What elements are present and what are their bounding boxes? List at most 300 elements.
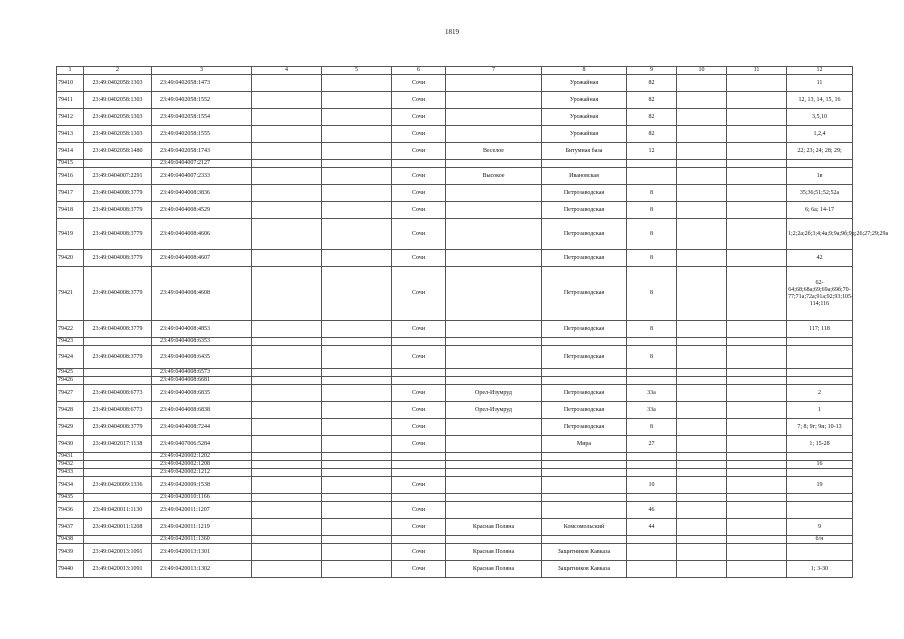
table-cell-col-11 (727, 419, 787, 436)
table-cell-col-10 (677, 494, 727, 502)
header-cell: 3 (152, 67, 252, 75)
table-row (57, 519, 853, 536)
table-cell-col-7 (446, 461, 542, 469)
table-cell-col-7 (446, 469, 542, 477)
table-cell-col-1: 79417 (57, 185, 84, 202)
table-cell-col-4 (252, 126, 322, 143)
table-body (57, 67, 889, 578)
table-cell-col-9: 46 (627, 502, 677, 519)
table-row (57, 461, 853, 469)
table-row (57, 267, 853, 321)
table-cell-col-2 (84, 369, 152, 377)
table-cell-col-9: 8 (627, 419, 677, 436)
table-cell-col-9 (627, 469, 677, 477)
table-cell-col-1: 79439 (57, 544, 84, 561)
table-cell-col-10 (677, 502, 727, 519)
table-cell-col-9: 8 (627, 321, 677, 338)
table-cell-col-5 (322, 338, 392, 346)
header-row (57, 67, 853, 75)
table-cell-col-12: 42 (787, 250, 853, 267)
table-cell-col-12 (787, 544, 853, 561)
header-cell: 12 (787, 67, 853, 75)
table-cell-col-4 (252, 168, 322, 185)
table-cell-col-6: Сочи (392, 185, 446, 202)
table-cell-col-1: 79431 (57, 453, 84, 461)
table-cell-col-8: Петрозаводская (542, 202, 627, 219)
table-cell-col-3: 23:49:0404008:6681 (152, 377, 252, 385)
table-cell-col-1: 79421 (57, 267, 84, 321)
table-cell-col-4 (252, 461, 322, 469)
table-cell-col-1: 79438 (57, 536, 84, 544)
table-cell-col-8: Урожайная (542, 109, 627, 126)
table-cell-col-10 (677, 338, 727, 346)
table-cell-col-5 (322, 321, 392, 338)
table-cell-col-9: 82 (627, 109, 677, 126)
table-cell-col-6: Сочи (392, 168, 446, 185)
table-cell-col-5 (322, 477, 392, 494)
table-cell-col-7 (446, 436, 542, 453)
table-cell-col-6 (392, 160, 446, 168)
table-cell-col-10 (677, 109, 727, 126)
table-cell-col-11 (727, 519, 787, 536)
table-cell-col-5 (322, 126, 392, 143)
table-cell-col-11 (727, 160, 787, 168)
table-cell-col-4 (252, 219, 322, 250)
table-cell-col-9: 27 (627, 436, 677, 453)
table-cell-col-8 (542, 461, 627, 469)
table-cell-col-2: 23:49:0404008:6773 (84, 402, 152, 419)
table-cell-col-2: 23:49:0420009:1336 (84, 477, 152, 494)
table-cell-col-5 (322, 168, 392, 185)
table-cell-col-1: 79419 (57, 219, 84, 250)
table-cell-col-9: 12 (627, 143, 677, 160)
table-cell-col-4 (252, 453, 322, 461)
table-cell-col-11 (727, 494, 787, 502)
table-row (57, 385, 853, 402)
table-cell-col-6: Сочи (392, 92, 446, 109)
table-cell-col-11 (727, 436, 787, 453)
table-cell-col-12: 117; 118 (787, 321, 853, 338)
table-cell-col-2: 23:49:0420011:1130 (84, 502, 152, 519)
table-cell-col-7 (446, 109, 542, 126)
table-cell-col-7 (446, 419, 542, 436)
table-cell-col-10 (677, 436, 727, 453)
table-cell-col-6 (392, 461, 446, 469)
table-cell-col-4 (252, 377, 322, 385)
table-row (57, 126, 853, 143)
table-cell-col-11 (727, 469, 787, 477)
table-cell-col-5 (322, 419, 392, 436)
table-cell-col-2: 23:49:0402058:1480 (84, 143, 152, 160)
table-cell-col-11 (727, 544, 787, 561)
table-cell-col-4 (252, 469, 322, 477)
table-cell-col-1: 79427 (57, 385, 84, 402)
table-cell-col-8: Петрозаводская (542, 250, 627, 267)
table-cell-col-1: 79410 (57, 75, 84, 92)
table-cell-col-1: 79436 (57, 502, 84, 519)
table-cell-col-8: Петрозаводская (542, 346, 627, 369)
table-cell-col-8 (542, 536, 627, 544)
page-number: 1819 (445, 28, 459, 36)
table-cell-col-7 (446, 202, 542, 219)
table-row (57, 502, 853, 519)
table-cell-col-6: Сочи (392, 402, 446, 419)
table-row (57, 494, 853, 502)
table-cell-col-5 (322, 160, 392, 168)
table-cell-col-7: Орел-Изумруд (446, 402, 542, 419)
table-cell-col-9 (627, 453, 677, 461)
table-cell-col-5 (322, 561, 392, 578)
table-cell-col-9 (627, 494, 677, 502)
table-cell-col-1: 79420 (57, 250, 84, 267)
table-cell-col-7 (446, 369, 542, 377)
table-cell-col-11 (727, 338, 787, 346)
table-cell-col-7 (446, 250, 542, 267)
table-cell-col-4 (252, 477, 322, 494)
table-cell-col-8: Петрозаводская (542, 321, 627, 338)
table-cell-col-5 (322, 453, 392, 461)
table-cell-col-4 (252, 419, 322, 436)
table-cell-col-5 (322, 202, 392, 219)
table-row (57, 436, 853, 453)
table-cell-col-6 (392, 338, 446, 346)
table-cell-col-3: 23:49:0404008:6573 (152, 369, 252, 377)
table-cell-col-12: 1в (787, 168, 853, 185)
table-cell-col-5 (322, 536, 392, 544)
table-cell-col-2: 23:49:0404007:2291 (84, 168, 152, 185)
header-cell: 7 (446, 67, 542, 75)
table-row (57, 92, 853, 109)
table-cell-col-9: 8 (627, 185, 677, 202)
table-cell-col-2: 23:49:0402058:1303 (84, 109, 152, 126)
table-cell-col-7 (446, 477, 542, 494)
table-cell-col-9: 82 (627, 126, 677, 143)
table-cell-col-7: Высокое (446, 168, 542, 185)
table-cell-col-2 (84, 377, 152, 385)
table-cell-col-12: 19 (787, 477, 853, 494)
table-cell-col-11 (727, 477, 787, 494)
table-cell-col-8: Защитников Кавказа (542, 561, 627, 578)
table-cell-col-1: 79412 (57, 109, 84, 126)
table-cell-col-12: 7; 8; 9г; 9и; 10-13 (787, 419, 853, 436)
table-cell-col-3: 23:49:0404008:4606 (152, 219, 252, 250)
table-cell-col-12 (787, 338, 853, 346)
table-cell-col-8 (542, 477, 627, 494)
table-cell-col-3: 23:49:0404008:4853 (152, 321, 252, 338)
table-cell-col-2 (84, 453, 152, 461)
table-cell-col-12 (787, 494, 853, 502)
table-cell-col-11 (727, 219, 787, 250)
table-cell-col-1: 79416 (57, 168, 84, 185)
table-cell-col-3: 23:49:0404008:6435 (152, 346, 252, 369)
table-cell-col-9 (627, 168, 677, 185)
table-cell-col-8: Защитников Кавказа (542, 544, 627, 561)
table-cell-col-7 (446, 536, 542, 544)
table-cell-col-5 (322, 469, 392, 477)
table-cell-col-9: 44 (627, 519, 677, 536)
table-cell-col-1: 79414 (57, 143, 84, 160)
table-row (57, 469, 853, 477)
table-cell-col-11 (727, 202, 787, 219)
table-cell-col-8: Мира (542, 436, 627, 453)
table-cell-col-12: 16 (787, 461, 853, 469)
table-cell-col-8: Петрозаводская (542, 185, 627, 202)
table-cell-col-3: 23:49:0404008:6838 (152, 402, 252, 419)
table-cell-col-2: 23:49:0402058:1303 (84, 126, 152, 143)
table-cell-col-8 (542, 494, 627, 502)
table-cell-col-2 (84, 494, 152, 502)
table-cell-col-7 (446, 75, 542, 92)
table-cell-col-3: 23:49:0404008:7244 (152, 419, 252, 436)
table-cell-col-10 (677, 519, 727, 536)
table-cell-col-10 (677, 469, 727, 477)
table-cell-col-8: Урожайная (542, 126, 627, 143)
table-cell-col-10 (677, 219, 727, 250)
table-cell-col-12: 6; 6а; 14-17 (787, 202, 853, 219)
table-cell-col-4 (252, 544, 322, 561)
table-cell-col-9 (627, 544, 677, 561)
table-cell-col-1: 79423 (57, 338, 84, 346)
table-cell-col-4 (252, 346, 322, 369)
table-cell-col-9: 10 (627, 477, 677, 494)
table-cell-col-1: 79411 (57, 92, 84, 109)
table-cell-col-7: Орел-Изумруд (446, 385, 542, 402)
table-cell-col-9 (627, 369, 677, 377)
table-cell-col-11 (727, 109, 787, 126)
table-cell-col-1: 79433 (57, 469, 84, 477)
table-cell-col-6 (392, 469, 446, 477)
table-cell-col-6: Сочи (392, 202, 446, 219)
table-cell-col-9: 8 (627, 219, 677, 250)
table-cell-col-3: 23:49:0420002:1202 (152, 453, 252, 461)
table-cell-col-5 (322, 544, 392, 561)
table-row (57, 419, 853, 436)
table-row (57, 168, 853, 185)
table-cell-col-3: 23:49:0420013:1301 (152, 544, 252, 561)
table-cell-col-6: Сочи (392, 109, 446, 126)
table-cell-col-1: 79418 (57, 202, 84, 219)
table-cell-col-1: 79424 (57, 346, 84, 369)
header-cell: 5 (322, 67, 392, 75)
table-cell-col-10 (677, 385, 727, 402)
table-cell-col-10 (677, 202, 727, 219)
table-cell-col-8: Комсомольский (542, 519, 627, 536)
table-cell-col-2: 23:49:0404008:3779 (84, 419, 152, 436)
table-cell-col-5 (322, 461, 392, 469)
table-cell-col-8: Битумная база (542, 143, 627, 160)
table-cell-col-5 (322, 519, 392, 536)
table-cell-col-3: 23:49:0420010:1166 (152, 494, 252, 502)
table-cell-col-10 (677, 402, 727, 419)
table-cell-col-7 (446, 453, 542, 461)
header-cell: 10 (677, 67, 727, 75)
register-table (56, 66, 889, 578)
table-cell-col-7 (446, 338, 542, 346)
table-cell-col-4 (252, 75, 322, 92)
table-row (57, 402, 853, 419)
table-cell-col-6 (392, 377, 446, 385)
table-cell-col-7: Веселое (446, 143, 542, 160)
table-cell-col-12: 22; 23; 24; 28; 29; (787, 143, 853, 160)
table-cell-col-4 (252, 160, 322, 168)
table-cell-col-11 (727, 461, 787, 469)
header-cell: 2 (84, 67, 152, 75)
table-cell-col-11 (727, 385, 787, 402)
table-cell-col-6 (392, 536, 446, 544)
table-cell-col-12 (787, 369, 853, 377)
table-cell-col-2 (84, 469, 152, 477)
table-cell-col-9: 82 (627, 75, 677, 92)
table-cell-col-5 (322, 267, 392, 321)
table-cell-col-7 (446, 494, 542, 502)
table-cell-col-10 (677, 461, 727, 469)
table-cell-col-5 (322, 436, 392, 453)
table-row (57, 219, 853, 250)
table-row (57, 338, 853, 346)
table-cell-col-2 (84, 461, 152, 469)
table-cell-col-3: 23:49:0404008:4529 (152, 202, 252, 219)
table-cell-col-8: Петрозаводская (542, 219, 627, 250)
table-cell-col-12: 11 (787, 75, 853, 92)
table-cell-col-4 (252, 561, 322, 578)
table-cell-col-3: 23:49:0404008:4608 (152, 267, 252, 321)
table-cell-col-11 (727, 250, 787, 267)
table-cell-col-5 (322, 185, 392, 202)
table-cell-col-8 (542, 377, 627, 385)
table-cell-col-12 (787, 453, 853, 461)
table-cell-col-3: 23:49:0404008:6353 (152, 338, 252, 346)
table-cell-col-12: 12, 13, 14, 15, 16 (787, 92, 853, 109)
table-cell-col-3: 23:49:0404008:6835 (152, 385, 252, 402)
table-cell-col-2: 23:49:0404008:3779 (84, 250, 152, 267)
table-cell-col-7 (446, 160, 542, 168)
table-cell-col-4 (252, 338, 322, 346)
table-cell-col-6: Сочи (392, 250, 446, 267)
table-cell-col-2 (84, 160, 152, 168)
table-cell-col-10 (677, 561, 727, 578)
table-cell-col-10 (677, 185, 727, 202)
table-row (57, 250, 853, 267)
table-cell-col-12 (787, 346, 853, 369)
table-row (57, 321, 853, 338)
table-cell-col-7 (446, 377, 542, 385)
table-cell-col-10 (677, 143, 727, 160)
table-cell-col-6: Сочи (392, 219, 446, 250)
table-cell-col-5 (322, 402, 392, 419)
table-row (57, 185, 853, 202)
table-cell-col-2: 23:49:0420013:1091 (84, 544, 152, 561)
table-cell-col-8 (542, 469, 627, 477)
table-cell-col-4 (252, 143, 322, 160)
table-cell-col-3: 23:49:0404007:2333 (152, 168, 252, 185)
header-cell: 4 (252, 67, 322, 75)
table-cell-col-6: Сочи (392, 419, 446, 436)
table-cell-col-7: Красная Поляна (446, 519, 542, 536)
table-cell-col-10 (677, 369, 727, 377)
table-cell-col-4 (252, 321, 322, 338)
table-cell-col-11 (727, 143, 787, 160)
table-cell-col-12: 1,2,4 (787, 126, 853, 143)
table-cell-col-12: 2 (787, 385, 853, 402)
table-cell-col-6: Сочи (392, 544, 446, 561)
table-cell-col-7 (446, 92, 542, 109)
table-cell-col-7 (446, 502, 542, 519)
table-cell-col-11 (727, 321, 787, 338)
table-cell-col-2 (84, 536, 152, 544)
table-cell-col-10 (677, 544, 727, 561)
table-cell-col-9 (627, 561, 677, 578)
table-cell-col-3: 23:49:0404008:3836 (152, 185, 252, 202)
table-cell-col-6: Сочи (392, 519, 446, 536)
table-row (57, 143, 853, 160)
table-row (57, 75, 853, 92)
table-cell-col-3: 23:49:0402058:1743 (152, 143, 252, 160)
table-cell-col-1: 79437 (57, 519, 84, 536)
table-cell-col-3: 23:49:0420011:1219 (152, 519, 252, 536)
table-cell-col-10 (677, 377, 727, 385)
table-cell-col-4 (252, 109, 322, 126)
table-cell-col-1: 79432 (57, 461, 84, 469)
table-row (57, 202, 853, 219)
table-row (57, 453, 853, 461)
table-cell-col-6 (392, 369, 446, 377)
table-cell-col-5 (322, 143, 392, 160)
table-cell-col-8: Петрозаводская (542, 267, 627, 321)
table-cell-col-3: 23:49:0402058:1552 (152, 92, 252, 109)
table-cell-col-12: б/н (787, 536, 853, 544)
table-cell-col-3: 23:49:0402058:1473 (152, 75, 252, 92)
table-cell-col-9 (627, 536, 677, 544)
header-cell: 11 (727, 67, 787, 75)
table-cell-col-12 (787, 160, 853, 168)
table-cell-col-5 (322, 250, 392, 267)
table-cell-col-10 (677, 477, 727, 494)
table-cell-col-2: 23:49:0420011:1208 (84, 519, 152, 536)
table-cell-col-2: 23:49:0404008:3779 (84, 219, 152, 250)
table-cell-col-5 (322, 502, 392, 519)
table-cell-col-8 (542, 369, 627, 377)
table-cell-col-1: 79426 (57, 377, 84, 385)
table-cell-col-3: 23:49:0420011:1360 (152, 536, 252, 544)
table-cell-col-2: 23:49:0404008:6773 (84, 385, 152, 402)
table-cell-col-4 (252, 519, 322, 536)
table-cell-col-12 (787, 469, 853, 477)
table-cell-col-6 (392, 453, 446, 461)
table-cell-col-4 (252, 92, 322, 109)
table-cell-col-6 (392, 494, 446, 502)
table-cell-col-4 (252, 267, 322, 321)
table-cell-col-3: 23:49:0420009:1538 (152, 477, 252, 494)
table-cell-col-10 (677, 168, 727, 185)
table-cell-col-4 (252, 502, 322, 519)
table-cell-col-2: 23:49:0404008:3779 (84, 321, 152, 338)
table-cell-col-3: 23:49:0402058:1554 (152, 109, 252, 126)
table-cell-col-7: Красная Поляна (446, 544, 542, 561)
table-cell-col-10 (677, 250, 727, 267)
table-row (57, 160, 853, 168)
table-cell-col-8 (542, 453, 627, 461)
table-cell-col-7 (446, 267, 542, 321)
table-cell-col-12: 35;36;51;52;52а (787, 185, 853, 202)
table-cell-col-5 (322, 75, 392, 92)
table-cell-col-11 (727, 126, 787, 143)
table-row (57, 377, 853, 385)
table-cell-col-9: 8 (627, 346, 677, 369)
table-cell-col-10 (677, 346, 727, 369)
table-cell-col-5 (322, 109, 392, 126)
table-cell-col-5 (322, 494, 392, 502)
table-cell-col-2: 23:49:0404008:3779 (84, 202, 152, 219)
